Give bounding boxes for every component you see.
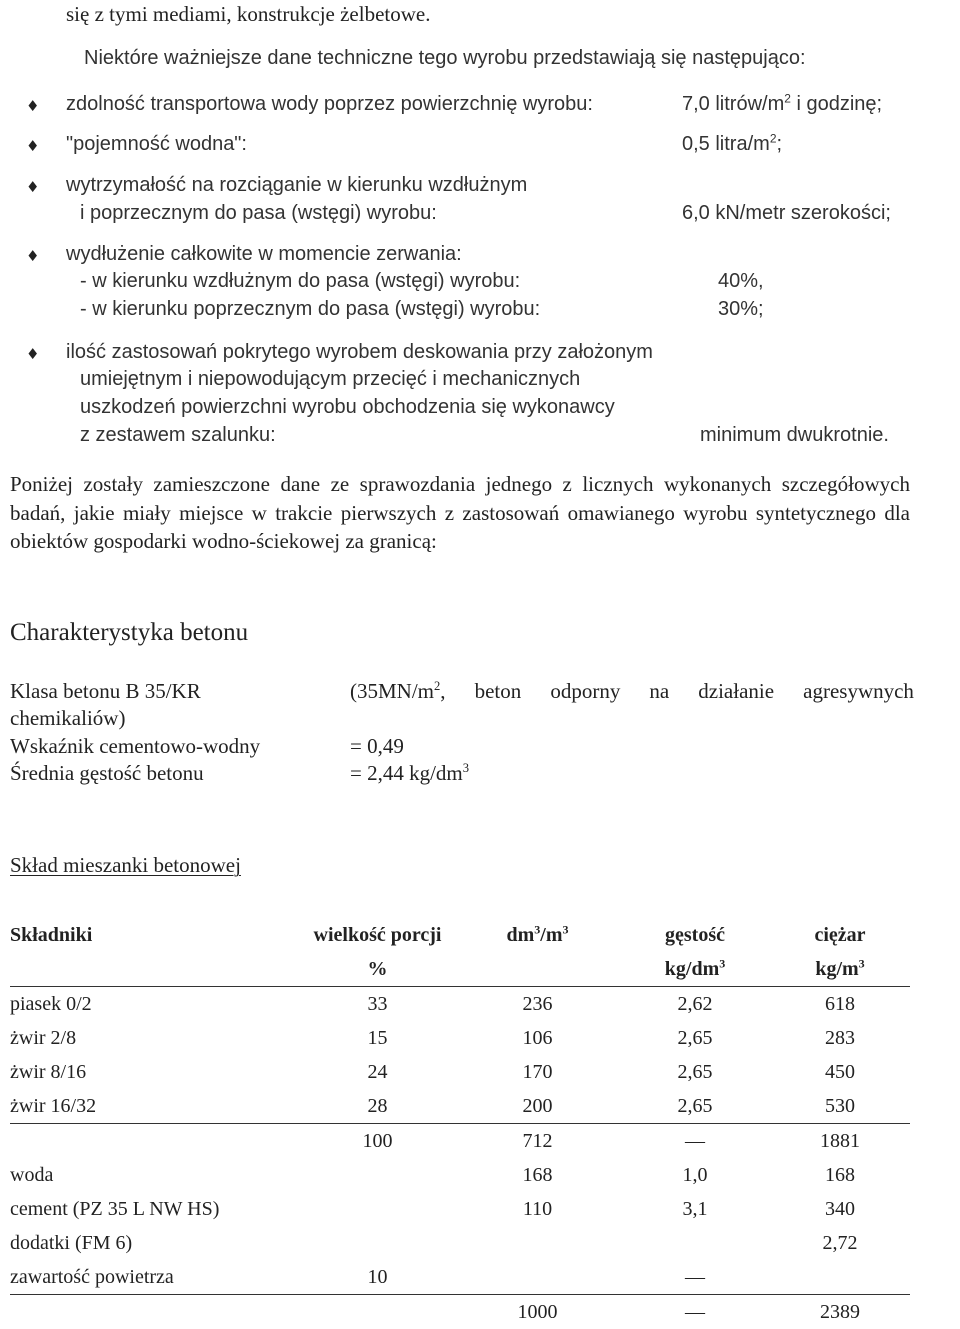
table-cell: żwir 2/8 bbox=[10, 1021, 300, 1055]
spec-transport-label: zdolność transportowa wody poprzez powierzchnię wyrobu: bbox=[66, 93, 593, 116]
header-weight: ciężar bbox=[770, 918, 910, 952]
spec-elongation-long-value: 40%, bbox=[718, 270, 764, 293]
header-density: gęstość bbox=[620, 918, 770, 952]
concrete-wc-value: = 0,49 bbox=[350, 734, 404, 759]
spec-tensile-label-2: i poprzecznym do pasa (wstęgi) wyrobu: bbox=[80, 202, 437, 225]
bullet-icon: ♦ bbox=[26, 137, 39, 155]
table-cell: — bbox=[620, 1124, 770, 1159]
concrete-heading: Charakterystyka betonu bbox=[10, 619, 248, 647]
mix-heading: Skład mieszanki betonowej bbox=[10, 853, 241, 878]
table-cell: 110 bbox=[455, 1192, 620, 1226]
table-cell bbox=[620, 1226, 770, 1260]
table-cell bbox=[10, 1295, 300, 1329]
table-cell: 2389 bbox=[770, 1295, 910, 1329]
report-paragraph: Poniżej zostały zamieszczone dane ze sprawozdania jednego z licznych wykonanych szczegółowych badań, jakie miały miejsce w trakcie pierwszych z zastosowań omawianego wyrobu syntetycznego dla obiektów gospodarki wodno-ściekowej za granicą: bbox=[10, 470, 910, 556]
table-cell: 1,0 bbox=[620, 1158, 770, 1192]
table-cell: 1881 bbox=[770, 1124, 910, 1159]
spec-reuse-line-1: ilość zastosowań pokrytego wyrobem deskowania przy założonym bbox=[66, 341, 653, 364]
data-intro: Niektóre ważniejsze dane techniczne tego wyrobu przedstawiają się następująco: bbox=[84, 47, 806, 70]
table-cell bbox=[455, 1260, 620, 1295]
table-cell bbox=[455, 1226, 620, 1260]
spec-elongation-label: wydłużenie całkowite w momencie zerwania: bbox=[66, 243, 462, 266]
spec-capacity-value: 0,5 litra/$m^2$; bbox=[682, 133, 782, 156]
spec-reuse-line-4: z zestawem szalunku: bbox=[80, 424, 276, 447]
table-cell: 340 bbox=[770, 1192, 910, 1226]
table-row bbox=[10, 1192, 910, 1226]
bullet-icon: ♦ bbox=[26, 345, 39, 363]
table-cell: żwir 16/32 bbox=[10, 1089, 300, 1124]
bullet-icon: ♦ bbox=[26, 97, 39, 115]
table-cell: 2,65 bbox=[620, 1089, 770, 1124]
unit-density: $kg/dm^3$ bbox=[620, 952, 770, 987]
spec-elongation-long-label: - w kierunku wzdłużnym do pasa (wstęgi) wyrobu: bbox=[80, 270, 520, 293]
table-row bbox=[10, 1295, 910, 1329]
table-cell: 618 bbox=[770, 987, 910, 1022]
table-cell: 28 bbox=[300, 1089, 455, 1124]
table-row bbox=[10, 1124, 910, 1159]
spec-elongation-trans-label: - w kierunku poprzecznym do pasa (wstęgi) wyrobu: bbox=[80, 298, 540, 321]
mix-table bbox=[10, 918, 910, 1329]
spec-transport-value: 7,0 litrów/$m^2$ i godzinę; bbox=[682, 93, 882, 116]
table-cell: 236 bbox=[455, 987, 620, 1022]
table-cell bbox=[300, 1192, 455, 1226]
concrete-class-value: ($35MN/m^2$, beton odporny na działanie agresywnych bbox=[350, 679, 914, 704]
table-cell: 100 bbox=[300, 1124, 455, 1159]
table-cell bbox=[770, 1260, 910, 1295]
table-row bbox=[10, 1260, 910, 1295]
unit-portion: % bbox=[300, 952, 455, 987]
spec-capacity-label: "pojemność wodna": bbox=[66, 133, 247, 156]
table-row bbox=[10, 987, 910, 1022]
concrete-density-label: Średnia gęstość betonu bbox=[10, 761, 204, 786]
table-units-row bbox=[10, 952, 910, 987]
table-cell: 2,72 bbox=[770, 1226, 910, 1260]
spec-reuse-line-3: uszkodzeń powierzchni wyrobu obchodzenia się wykonawcy bbox=[80, 396, 615, 419]
concrete-density-value: = 2,44 $kg/dm^3$ bbox=[350, 761, 469, 786]
table-row bbox=[10, 1158, 910, 1192]
table-cell: 170 bbox=[455, 1055, 620, 1089]
table-cell: woda bbox=[10, 1158, 300, 1192]
table-cell bbox=[300, 1226, 455, 1260]
table-cell: — bbox=[620, 1295, 770, 1329]
table-cell: żwir 8/16 bbox=[10, 1055, 300, 1089]
table-cell: — bbox=[620, 1260, 770, 1295]
table-cell: 168 bbox=[455, 1158, 620, 1192]
table-cell: dodatki (FM 6) bbox=[10, 1226, 300, 1260]
table-cell: 3,1 bbox=[620, 1192, 770, 1226]
table-cell bbox=[10, 1124, 300, 1159]
table-cell: 10 bbox=[300, 1260, 455, 1295]
spec-tensile-value: 6,0 kN/metr szerokości; bbox=[682, 202, 891, 225]
concrete-wc-label: Wskaźnik cementowo-wodny bbox=[10, 734, 260, 759]
table-cell: 2,62 bbox=[620, 987, 770, 1022]
table-cell: 106 bbox=[455, 1021, 620, 1055]
header-portion: wielkość porcji bbox=[300, 918, 455, 952]
table-header-row bbox=[10, 918, 910, 952]
spec-reuse-value: minimum dwukrotnie. bbox=[700, 424, 889, 447]
table-cell: 200 bbox=[455, 1089, 620, 1124]
header-volume: $dm^3/m^3$ bbox=[455, 918, 620, 952]
intro-line: się z tymi mediami, konstrukcje żelbetowe. bbox=[66, 2, 430, 27]
table-cell: 168 bbox=[770, 1158, 910, 1192]
table-row bbox=[10, 1055, 910, 1089]
spec-tensile-label-1: wytrzymałość na rozciąganie w kierunku wzdłużnym bbox=[66, 174, 527, 197]
table-cell: 2,65 bbox=[620, 1021, 770, 1055]
table-cell: 33 bbox=[300, 987, 455, 1022]
header-components: Składniki bbox=[10, 918, 300, 952]
table-cell: 15 bbox=[300, 1021, 455, 1055]
spec-reuse-line-2: umiejętnym i niepowodującym przecięć i mechanicznych bbox=[80, 368, 580, 391]
table-cell bbox=[300, 1158, 455, 1192]
table-cell: 450 bbox=[770, 1055, 910, 1089]
bullet-icon: ♦ bbox=[26, 247, 39, 265]
table-row bbox=[10, 1089, 910, 1124]
spec-elongation-trans-value: 30%; bbox=[718, 298, 764, 321]
table-cell: zawartość powietrza bbox=[10, 1260, 300, 1295]
table-row bbox=[10, 1226, 910, 1260]
table-cell: 1000 bbox=[455, 1295, 620, 1329]
concrete-class-value-cont: chemikaliów) bbox=[10, 706, 125, 731]
table-row bbox=[10, 1021, 910, 1055]
table-cell: 283 bbox=[770, 1021, 910, 1055]
table-cell: piasek 0/2 bbox=[10, 987, 300, 1022]
table-cell: 530 bbox=[770, 1089, 910, 1124]
table-cell: 24 bbox=[300, 1055, 455, 1089]
table-cell: 2,65 bbox=[620, 1055, 770, 1089]
table-cell bbox=[300, 1295, 455, 1329]
table-cell: cement (PZ 35 L NW HS) bbox=[10, 1192, 300, 1226]
concrete-class-label: Klasa betonu B 35/KR bbox=[10, 679, 201, 704]
unit-weight: $kg/m^3$ bbox=[770, 952, 910, 987]
table-cell: 712 bbox=[455, 1124, 620, 1159]
bullet-icon: ♦ bbox=[26, 178, 39, 196]
